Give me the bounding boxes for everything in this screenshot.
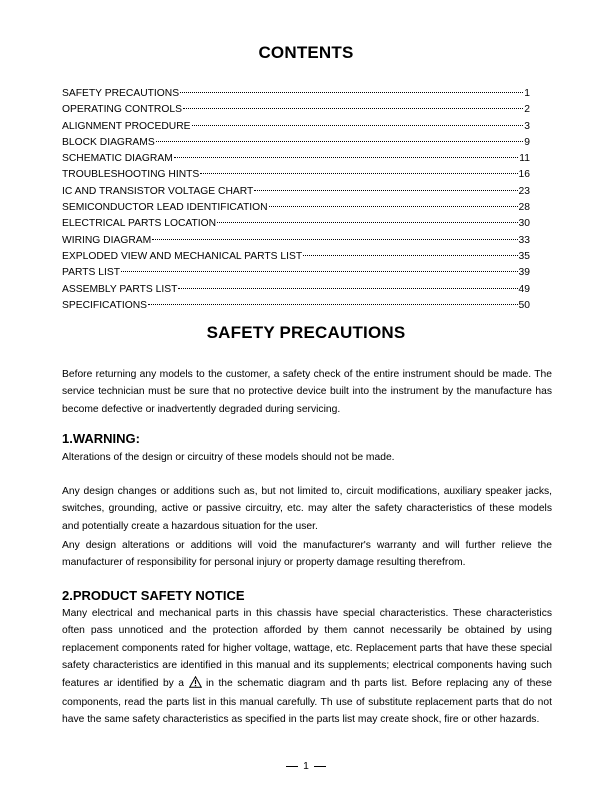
toc-entry-label: EXPLODED VIEW AND MECHANICAL PARTS LIST bbox=[62, 250, 303, 262]
intro-paragraph: Before returning any models to the customer, a safety check of the entire instrument should be made. The service technician must be sure that no protective device built into the instrument by the manufacture has become defective or inadvertently degraded during servicing. bbox=[62, 369, 552, 415]
toc-leader-dots bbox=[192, 125, 524, 126]
toc-entry-label: ALIGNMENT PROCEDURE bbox=[62, 120, 191, 132]
dash-left bbox=[286, 766, 298, 767]
toc-entry bbox=[62, 265, 530, 281]
toc-entry bbox=[62, 216, 530, 232]
toc-entry-label: SEMICONDUCTOR LEAD IDENTIFICATION bbox=[62, 202, 268, 214]
toc-leader-dots bbox=[254, 190, 517, 191]
toc-entry bbox=[62, 102, 530, 118]
toc-entry-label: SPECIFICATIONS bbox=[62, 299, 148, 311]
warning-paragraph-3: Any design alterations or additions will void the manufacturer's warranty and will further relieve the manufacturer of responsibility for personal injury or property damage resulting therefrom. bbox=[62, 540, 552, 569]
toc-entry-label: SAFETY PRECAUTIONS bbox=[62, 88, 180, 99]
toc-entry bbox=[62, 200, 530, 216]
toc-entry-page: 23 bbox=[518, 185, 530, 197]
toc-entry-page: 2 bbox=[524, 104, 530, 116]
toc-entry-label: ASSEMBLY PARTS LIST bbox=[62, 283, 178, 295]
product-safety-notice-paragraph bbox=[62, 605, 552, 729]
toc-entry-label: WIRING DIAGRAM bbox=[62, 234, 152, 246]
safety-precautions-title: SAFETY PRECAUTIONS bbox=[206, 323, 406, 342]
toc-entry-label: OPERATING CONTROLS bbox=[62, 104, 182, 116]
notice-text-before: Many electrical and mechanical parts in this chassis have special characteristics. These characteristics often pass unnoticed and the protection afforded by them cannot necessarily be obtained by using replacement components rated for higher voltage, wattage, etc. Replacement parts that have these special safety characteristics are identified in this manual and its supplements; electrical components having such features ar identified by a bbox=[62, 608, 552, 689]
toc-leader-dots bbox=[269, 206, 518, 207]
toc-entry-page: 39 bbox=[518, 267, 530, 279]
warning-heading: 1.WARNING: bbox=[62, 431, 140, 446]
toc-entry bbox=[62, 298, 530, 314]
toc-entry bbox=[62, 167, 530, 183]
toc-entry bbox=[62, 233, 530, 249]
toc-leader-dots bbox=[156, 141, 524, 142]
toc-entry-label: TROUBLESHOOTING HINTS bbox=[62, 169, 200, 181]
toc-entry-page: 35 bbox=[518, 250, 530, 262]
toc-entry bbox=[62, 135, 530, 151]
toc-entry-label: ELECTRICAL PARTS LOCATION bbox=[62, 218, 217, 230]
notice-text-after: in the schematic diagram and th parts list. Before replacing any of these components, read the parts list in this manual carefully. Th use of substitute replacement parts that do not have the same safety characteristics as specified in the parts list may create shock, fire or other hazards. bbox=[62, 677, 552, 726]
toc-leader-dots bbox=[148, 304, 517, 305]
warning-paragraph-1: Alterations of the design or circuitry of these models should not be made. bbox=[62, 452, 395, 463]
toc-leader-dots bbox=[303, 255, 517, 256]
toc-entry bbox=[62, 184, 530, 200]
toc-entry-page: 49 bbox=[518, 283, 530, 295]
table-of-contents bbox=[62, 86, 530, 314]
page-number-value: 1 bbox=[303, 761, 309, 772]
toc-entry bbox=[62, 86, 530, 102]
toc-entry-page: 16 bbox=[518, 169, 530, 181]
warning-triangle-icon bbox=[189, 676, 202, 694]
toc-entry-page: 11 bbox=[519, 153, 530, 165]
toc-entry-page: 9 bbox=[524, 136, 530, 148]
toc-leader-dots bbox=[178, 288, 517, 289]
toc-leader-dots bbox=[183, 108, 523, 109]
page-number bbox=[0, 761, 612, 772]
toc-entry bbox=[62, 249, 530, 265]
toc-entry-label: PARTS LIST bbox=[62, 267, 120, 279]
toc-leader-dots bbox=[180, 92, 523, 93]
toc-entry bbox=[62, 119, 530, 135]
toc-entry-page: 50 bbox=[518, 299, 530, 311]
toc-leader-dots bbox=[121, 271, 518, 272]
toc-entry-page: 1 bbox=[524, 88, 530, 99]
toc-leader-dots bbox=[152, 239, 517, 240]
toc-leader-dots bbox=[174, 157, 519, 158]
contents-title: CONTENTS bbox=[258, 43, 354, 62]
dash-right bbox=[314, 766, 326, 767]
toc-entry-page: 3 bbox=[524, 120, 530, 132]
toc-entry-page: 30 bbox=[518, 218, 530, 230]
toc-entry-page: 33 bbox=[518, 234, 530, 246]
toc-leader-dots bbox=[217, 222, 517, 223]
toc-entry bbox=[62, 282, 530, 298]
product-safety-notice-heading: 2.PRODUCT SAFETY NOTICE bbox=[62, 588, 245, 603]
warning-paragraph-2: Any design changes or additions such as, but not limited to, circuit modifications, auxiliary speaker jacks, switches, grounding, active or passive circuitry, etc. may alter the safety characteristics of these models and potentially create a hazardous situation for the user. bbox=[62, 486, 552, 532]
toc-entry-page: 28 bbox=[518, 202, 530, 214]
toc-entry-label: SCHEMATIC DIAGRAM bbox=[62, 153, 173, 165]
toc-entry-label: BLOCK DIAGRAMS bbox=[62, 136, 155, 148]
toc-entry bbox=[62, 151, 530, 167]
toc-leader-dots bbox=[200, 173, 517, 174]
toc-entry-label: IC AND TRANSISTOR VOLTAGE CHART bbox=[62, 185, 254, 197]
